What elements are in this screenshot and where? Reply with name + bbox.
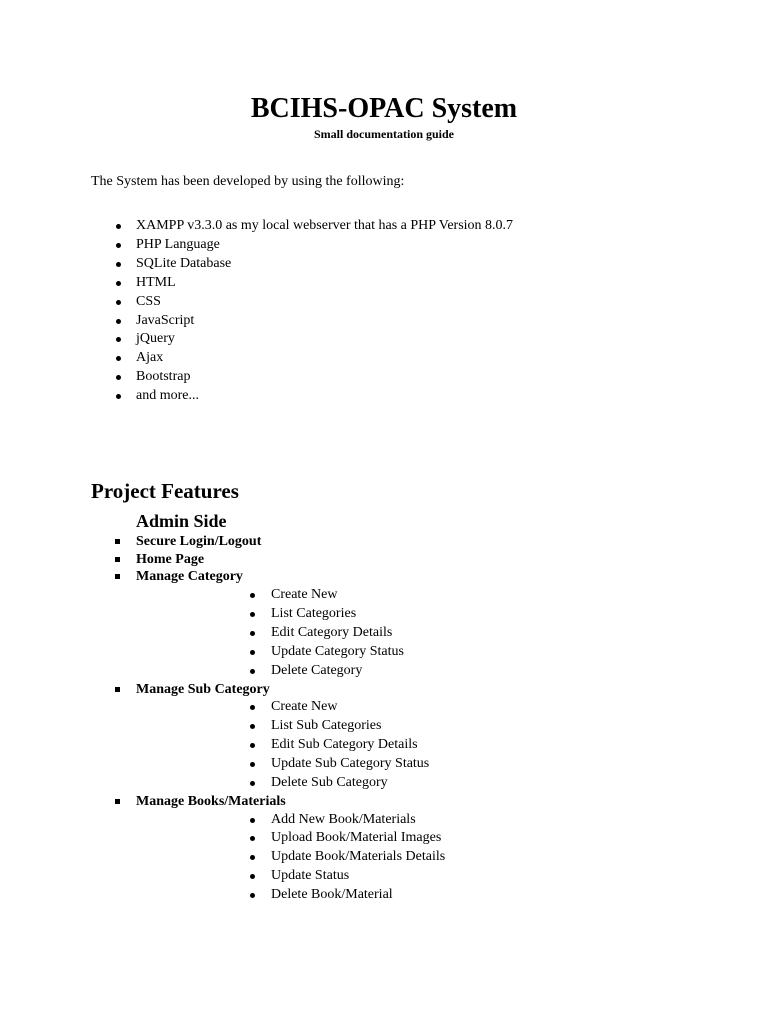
page-subtitle: Small documentation guide [313,127,454,141]
bullet-icon [250,612,255,617]
technology-list [0,217,513,406]
feature-row [0,568,445,586]
feature-label: Manage Sub Category [136,681,270,697]
sub-feature-item [0,717,445,736]
list-item [0,217,513,236]
bullet-icon [250,669,255,674]
sub-feature-label: Delete Sub Category [271,774,388,790]
list-item-label: XAMPP v3.3.0 as my local webserver that has a PHP Version 8.0.7 [136,218,514,233]
bullet-icon [116,337,121,342]
bullet-icon [250,593,255,598]
sub-feature-label: Delete Book/Material [271,887,393,903]
sub-feature-list [0,586,445,681]
list-item [0,274,513,293]
admin-side-heading: Admin Side [136,511,227,531]
page-title: BCIHS-OPAC System [250,93,518,124]
list-item-label: JavaScript [136,312,195,328]
square-bullet-icon [115,687,120,692]
sub-feature-item [0,886,445,905]
sub-feature-item [0,867,445,886]
intro-text: The System has been developed by using the following: [91,174,405,189]
list-item [0,330,513,349]
bullet-icon [250,874,255,879]
bullet-icon [116,375,121,380]
square-bullet-icon [115,799,120,804]
list-item [0,312,513,331]
list-item-label: CSS [136,293,161,309]
feature-label: Manage Category [136,569,243,585]
feature-label: Home Page [136,551,205,567]
list-item [0,293,513,312]
feature-item [0,793,445,905]
list-item-label: Ajax [136,350,164,366]
sub-feature-label: List Sub Categories [271,718,382,734]
sub-feature-item [0,586,445,605]
bullet-icon [116,356,121,361]
bullet-icon [116,281,121,286]
list-item-label: jQuery [136,331,175,347]
sub-feature-item [0,698,445,717]
sub-feature-list [0,811,445,906]
square-bullet-icon [115,539,120,544]
bullet-icon [116,224,121,229]
list-item-label: SQLite Database [136,255,232,271]
sub-feature-label: Upload Book/Material Images [271,830,442,846]
features-heading: Project Features [91,479,239,503]
list-item [0,349,513,368]
sub-feature-list [0,698,445,793]
feature-item [0,551,445,569]
feature-row [0,681,445,699]
bullet-icon [116,300,121,305]
square-bullet-icon [115,557,120,562]
feature-list [0,533,445,905]
list-item-label: Bootstrap [136,369,191,385]
sub-feature-label: Edit Category Details [271,624,393,640]
bullet-icon [250,781,255,786]
sub-feature-label: Update Status [271,868,350,884]
bullet-icon [116,319,121,324]
feature-row [0,551,445,569]
bullet-icon [250,724,255,729]
sub-feature-item [0,848,445,867]
bullet-icon [250,818,255,823]
sub-feature-item [0,829,445,848]
bullet-icon [250,705,255,710]
bullet-icon [250,743,255,748]
list-item [0,368,513,387]
bullet-icon [116,243,121,248]
sub-feature-item [0,736,445,755]
sub-feature-item [0,755,445,774]
bullet-icon [250,762,255,767]
list-item-label: and more... [136,388,199,404]
list-item-label: PHP Language [136,236,220,252]
sub-feature-item [0,774,445,793]
list-item-label: HTML [136,274,176,290]
feature-label: Manage Books/Materials [136,793,286,809]
sub-feature-label: Delete Category [271,662,363,678]
bullet-icon [116,394,121,399]
sub-feature-label: Update Book/Materials Details [271,849,446,865]
feature-row [0,533,445,551]
sub-feature-item [0,662,445,681]
bullet-icon [250,836,255,841]
sub-feature-label: Create New [271,699,338,715]
square-bullet-icon [115,574,120,579]
sub-feature-label: Edit Sub Category Details [271,737,418,753]
sub-feature-label: Create New [271,587,338,603]
sub-feature-label: Update Category Status [271,643,404,659]
feature-item [0,568,445,680]
bullet-icon [250,631,255,636]
bullet-icon [250,893,255,898]
feature-item [0,533,445,551]
sub-feature-item [0,624,445,643]
sub-feature-item [0,605,445,624]
sub-feature-label: Add New Book/Materials [271,811,416,827]
feature-item [0,681,445,793]
feature-row [0,793,445,811]
bullet-icon [250,855,255,860]
bullet-icon [116,262,121,267]
feature-label: Secure Login/Logout [136,534,262,549]
sub-feature-item [0,811,445,830]
list-item [0,387,513,406]
sub-feature-label: Update Sub Category Status [271,756,430,772]
list-item [0,255,513,274]
sub-feature-label: List Categories [271,606,357,622]
list-item [0,236,513,255]
bullet-icon [250,650,255,655]
sub-feature-item [0,643,445,662]
